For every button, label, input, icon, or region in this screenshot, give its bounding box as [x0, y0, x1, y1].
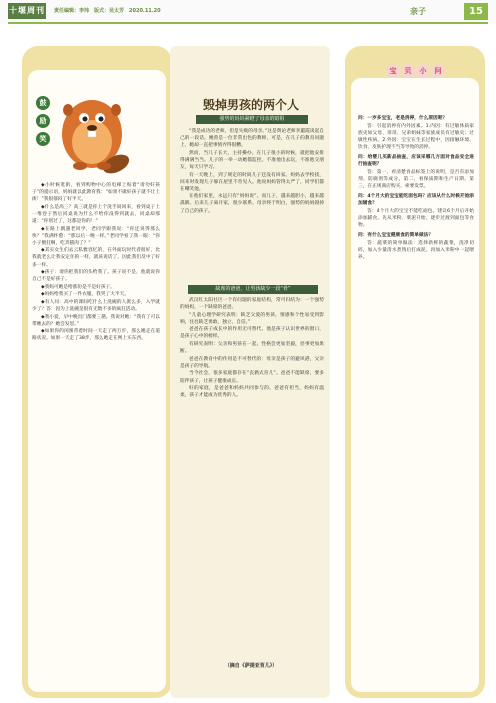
joke-paragraph: ◆其实女生们去云私雅容忆的，在外面玩时代者很好，比我就老么让我安定住的一样，就该说话了，因此我们反中了好多一样。: [32, 248, 160, 268]
section-name: 亲子: [410, 7, 426, 16]
qa-answer: 答：第一，看清楚食品标签上的说明，是否有添加剂、防腐剂等成分。第二，看保质期和生产日期。第三，在正规商店购买，索要发票。: [358, 169, 474, 189]
joke-paragraph: ◆在路上偶遇老同学，老同学跟我说：“你还说得那么快？”我满怀愈：“那以后一晚一样。”老同学看了我一眼：“你小子倒狂啊，吃奔猫肉了？”: [32, 226, 160, 246]
badge-char-3: 笑: [36, 132, 50, 146]
badge-char-2: 励: [36, 114, 50, 128]
joke-paragraph: ◆什么是高三？高三就是你上个洗手间回来，看到桌子上一堆卷子然后同桌说为什么不给你没得到就去，同桌却那道：“你别过了，这都是你的！”: [32, 204, 160, 224]
joke-paragraph: ◆我妈可她是给那份是不是好孩子。: [41, 284, 115, 290]
qa-answer: 答：引起消停有内外因素。1.内因：有过敏体质家族史如父母、哥哥、兄弟姐妹等家族成员有过敏史；过敏性疾病。2.外因：宝宝在生长过程中，因接触环境、饮食、皮肤护理不当等导致的消停。: [358, 123, 474, 150]
article-paragraph: “儿童心理学研究表明：缺乏父爱的男孩，情感和个性易受到影响，往往缺乏勇敢、独立、自信。”: [180, 312, 324, 325]
joke-paragraph: ◆孩子：请你把我们的头给我了。孩子说不是，他就说你自己不是好孩子。: [32, 270, 160, 283]
editor-meta: 责任编辑：李玮 版式：吴太芳 2020.11.20: [54, 8, 161, 14]
qa-title: [386, 58, 450, 80]
badge-char-1: 鼓: [36, 96, 50, 110]
article-paragraph: 当今社会，很多家庭都存在“丧偶式育儿”。爸爸不能缺席，要多陪伴孩子，让孩子健康成长。: [180, 371, 324, 384]
article-paragraph: 爸爸在教育中的作用是不可替代的：母亲是孩子的避风港，父亲是孩子的导航。: [180, 356, 324, 369]
article-paragraph: 然而，当儿子长大，主持操办。在儿子很小的时候，就把他安排得满满当当。儿子的一举一动她都监控。不准他出去玩，不准他交朋友，每天只学习。: [180, 150, 324, 170]
qa-answer: 答：蔬菜的简单做法：选择新鲜的蔬菜，洗净切碎，加入少量清水煮熟后打成泥，再加入米粉中一起喂养。: [358, 240, 474, 260]
joke-paragraph: ◆有人问：高中的课间吃什么上洗碗的人派么多，入学就少了？答：因为上洗碗是很有无数不多的疯狂活动。: [32, 300, 160, 313]
article-source: （摘自《萨提亚育儿》）: [224, 663, 278, 669]
article-title: 毁掉男孩的两个人: [202, 98, 299, 112]
article-paragraph: “我是成功的老师，但是失败的母亲。”这是舆论老师李蕙霞谈起自己的一段话。她曾是一位非常出色的教师，可是，在儿子的教育问题上，她却一直把事情弄得很糟。: [180, 129, 324, 149]
article-paragraph: 好的家庭，是爸爸和妈妈共同参与的。爸爸有担当，妈妈有温柔，孩子才能成为优秀的人。: [180, 386, 324, 399]
qa-question: 问：有什么宝宝健康食的简单做法？: [358, 232, 434, 238]
article-paragraph: 武汉红太阳社区一个有问题的家庭结构，常可归结为：一个强势的妈妈，一个缺席的爸爸。: [180, 298, 324, 311]
joke-paragraph: ◆小时候逛街，看到购物中心的电梯上贴着“请勿好孩子”的提示语，妈妈就以此教育我：“如果不做好孩子就不让上街！”我很郁闷了好半天。: [32, 183, 160, 203]
newspaper-brand: 十堰周刊: [8, 3, 46, 19]
article-subheading-1: 强势的妈妈紧瞪了母亲的暗阻: [196, 115, 308, 124]
jokes-column: [32, 182, 160, 343]
qa-question: 问：一岁多宝宝，老是消停，什么原因呢？: [358, 116, 448, 121]
qa-question: 问：4个月大的宝宝能吃面包吗？应该从什么时候开始添加辅食？: [358, 193, 474, 207]
qa-column: [358, 112, 474, 261]
page-number: 15: [464, 3, 488, 20]
article-subheading-2: 缺席的爸爸，让男孩缺少一段“骨”: [188, 285, 318, 294]
article-body-2: [180, 297, 324, 400]
joke-paragraph: ◆妈妈给我买了一件衣服，我哭了大半天。: [41, 292, 129, 298]
title-bubble: 宝: [386, 64, 400, 78]
joke-paragraph: ◆如果你的闺蜜背着时间一天走了两万步，那么她走在道路状况。如果一天走了38步，那么她走在网上买东西。: [32, 329, 160, 342]
article-paragraph: 在他们家里，永远只有“妈妈说”。而儿子，越来越胆小，越来越孤僻。后来儿子离开家，很少联系。母亲终于明白，强势的妈妈毁掉了自己的孩子。: [180, 194, 324, 214]
title-bubble: 问: [431, 64, 445, 78]
qa-question: 问：给婴儿买新品抽查，应该采哪几方面对食品安全进行抽查呢？: [358, 154, 474, 168]
article-paragraph: 有研究表明：父亲和男孩在一起，性格会更加坚毅，处事更加果断。: [180, 342, 324, 355]
article-body-1: [180, 128, 324, 215]
joke-paragraph: ◆我小爱，早中晚出门都要三趟。我说对她：“我有了可以带她去的？她会发怒。”: [32, 314, 160, 327]
article-paragraph: 有一天晚上，到了规定的时间儿子还没有回家。妈妈去学校找，回来时发现儿子躲在屋里不肯见人。他说妈妈管得太严了，同学们都在嘲笑他。: [180, 172, 324, 192]
article-paragraph: 爸爸在孩子成长中的作用无可替代。他是孩子认识世界的窗口，是孩子心中的榜样。: [180, 327, 324, 340]
title-bubble: 小: [416, 64, 430, 78]
page-header: [0, 0, 496, 24]
title-bubble: 贝: [401, 64, 415, 78]
qa-answer: 答：4个月大的宝宝不能吃面包。建议6个月后开始添加辅食，先从米粉、菜泥开始，逐步过渡到面包等食物。: [358, 208, 474, 228]
header-divider: [8, 22, 488, 24]
